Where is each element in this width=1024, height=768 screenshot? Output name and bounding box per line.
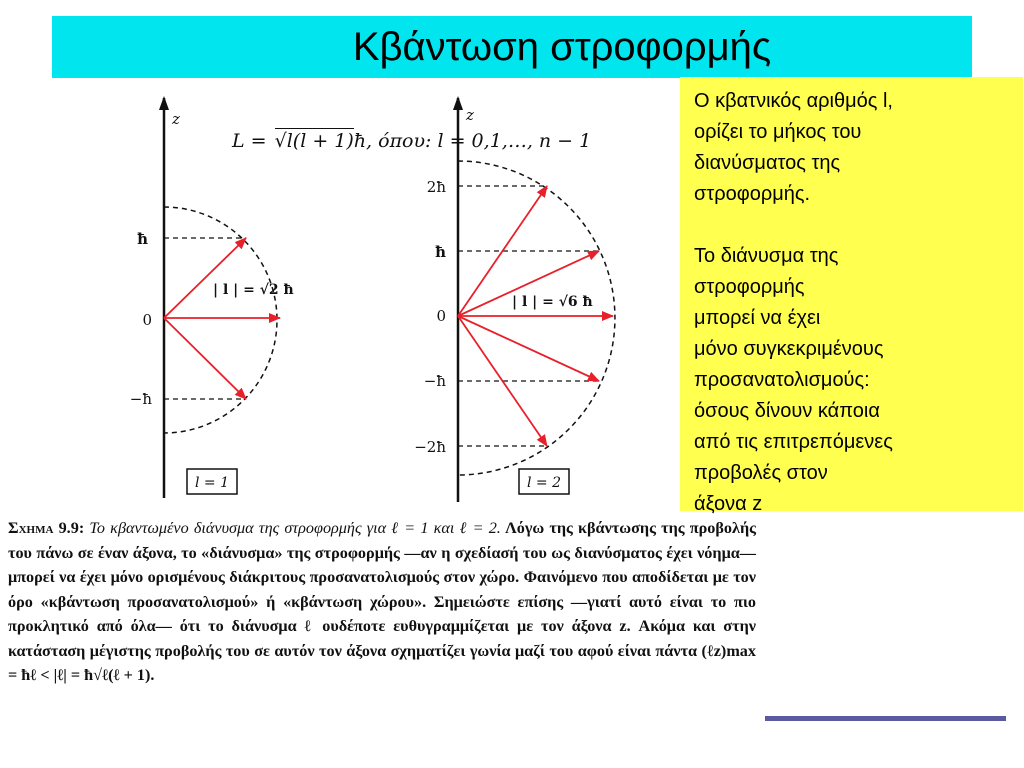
magnitude-label-right: | l | = √6 ħ bbox=[512, 294, 593, 310]
case-label-right: l = 2 bbox=[526, 475, 562, 491]
note-line: ορίζει το μήκος του bbox=[694, 121, 862, 143]
caption-italic: Το κβαντωμένο διάνυσμα της στροφορμής για ℓ = 1 και ℓ = 2. bbox=[84, 519, 501, 537]
formula-sqrt: √l(l + 1) bbox=[274, 130, 354, 152]
note-line: μόνο συγκεκριμένους bbox=[694, 338, 884, 360]
slide-title: Κβάντωση στροφορμής bbox=[352, 24, 772, 69]
magnitude-label-left: | l | = √2 ħ bbox=[213, 282, 294, 298]
case-label-left: l = 1 bbox=[194, 475, 230, 491]
explanation-note bbox=[680, 77, 1023, 515]
vector-right-neg1 bbox=[458, 316, 599, 381]
note-line: Ο κβατνικός αριθμός l, bbox=[694, 90, 893, 112]
z-axis-label-right: z bbox=[466, 106, 474, 124]
tick-label-right-neg-hbar: −ħ bbox=[423, 372, 446, 390]
bottom-rule bbox=[765, 716, 1006, 721]
tick-label-right-neg-2hbar: −2ħ bbox=[414, 438, 446, 456]
formula-lhs: L = bbox=[232, 130, 267, 152]
tick-label-right-zero: 0 bbox=[436, 307, 446, 325]
note-line: διανύσματος της bbox=[694, 152, 841, 174]
note-line: από τις επιτρεπόμενες bbox=[694, 431, 893, 453]
note-line: όσους δίνουν κάποια bbox=[694, 400, 880, 422]
z-axis-label-left: z bbox=[172, 110, 180, 128]
formula-rhs: ħ, όπου: l = 0,1,…, n − 1 bbox=[353, 130, 592, 152]
note-line: προσανατολισμούς: bbox=[694, 369, 870, 391]
note-line: μπορεί να έχει bbox=[694, 307, 821, 329]
tick-label-left-neg-hbar: −ħ bbox=[129, 390, 152, 408]
figure-caption bbox=[8, 516, 756, 688]
semicircle-right bbox=[458, 161, 615, 475]
vector-left-down bbox=[164, 318, 246, 399]
tick-label-right-hbar: ħ bbox=[435, 243, 446, 261]
caption-lead: Σχημα 9.9: bbox=[8, 519, 85, 537]
tick-label-left-zero: 0 bbox=[142, 311, 152, 329]
angular-momentum-formula bbox=[232, 128, 591, 152]
vector-left-up bbox=[164, 238, 246, 318]
note-line: Το διάνυσμα της bbox=[694, 245, 839, 267]
diagram-l2 bbox=[414, 96, 615, 502]
caption-body: Λόγω της κβάντωσης της προβολής του πάνω σε έναν άξονα, το «διάνυσμα» της στροφορμής —αν η σχεδίασή του ως διανύσματος έχει νόημα— μπορεί να έχει μόνο ορισμένους διάκριτους προσανατολισμούς στον χώρο. Φαινόμενο που αποδίδεται με τον όρο «κβάντωση προσανατολισμού» ή «κβάντωση χώρου». Σημειώστε επίσης —γιατί αυτό είναι το πιο προκλητικό από όλα— ότι το διάνυσμα ℓ ουδέποτε ευθυγραμμίζεται με τον άξονα z. Ακόμα και στην κατάσταση μέγιστης προβολής του σε αυτόν τον άξονα σχηματίζει γωνία μαζί του αφού είναι πάντα (ℓz)max = ħℓ < |ℓ| = ħ√ℓ(ℓ + 1). bbox=[8, 519, 756, 684]
formula-sqrt-arg: l(l + 1) bbox=[286, 130, 354, 152]
note-line: στροφορμής. bbox=[694, 183, 811, 205]
diagram-l1 bbox=[130, 96, 294, 498]
tick-label-right-2hbar: 2ħ bbox=[426, 178, 446, 196]
tick-label-left-hbar: ħ bbox=[137, 230, 148, 248]
note-line: στροφορμής bbox=[694, 276, 805, 298]
title-bar bbox=[52, 16, 972, 78]
note-line: άξονα z bbox=[694, 493, 763, 515]
note-line: προβολές στον bbox=[694, 462, 828, 484]
